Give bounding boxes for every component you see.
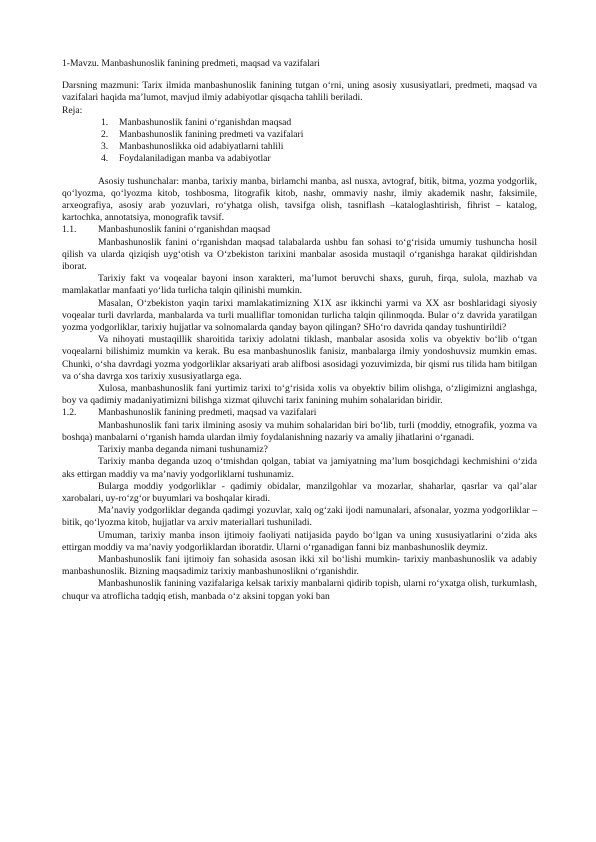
paragraph: Tarixiy manba deganda nimani tushunamiz? [98, 444, 268, 456]
plan-item [62, 117, 537, 129]
plan-item-number: 2. [101, 129, 109, 141]
paragraph: Manbashunoslik fani ijtimoiy fan sohasida asosan ikki xil bo‘lishi mumkin- tarixiy manbashunoslik va adabiy manbashunoslik. Bizning maqsadimiz tarixiy manbashunoslikni o‘rganishdir. [62, 553, 537, 578]
plan-item-text: Manbashunoslik fanini o‘rganishdan maqsad [119, 116, 292, 128]
plan-item-text: Manbashunoslikka oid adabiyatlarni tahlili [119, 141, 284, 153]
plan-item-text: Manbashunoslik fanining predmeti va vazifalari [119, 129, 304, 141]
paragraph: Va nihoyati mustaqillik sharoitida tarixiy adolatni tiklash, manbalar asosida xolis va obyektiv bo‘lib o‘tgan voqealarni bilishimiz mumkin va kerak. Bu esa manbashunoslik fanisiz, manbalarga ilmiy yondoshuvsiz mumkin emas. Chunki, o‘sha davrdagi yozma yodgorliklar aksariyati arab alifbosi asosidagi yozuvimizda, bir qismi rus tilida ham bitilgan va o‘sha davrga xos tarixiy xususiyatlarga ega. [62, 334, 537, 382]
plan-label: Reja: [62, 104, 83, 116]
paragraph: Masalan, O‘zbekiston yaqin tarixi mamlakatimizning X1X asr ikkinchi yarmi va XX asr boshlaridagi siyosiy voqealar turli davrlarda, manbalarda va turli mualliflar tomonidan turlicha talqin qilinmoqda. Bular o‘z davrida yaratilgan yozma yodgorliklar, tarixiy hujjatlar va solnomalarda qanday bayon qilingan? SHo‘ro davrida qanday tushuntirildi? [62, 297, 537, 334]
paragraph: Manbashunoslik fanining vazifalariga kelsak tarixiy manbalarni qidirib topish, ularni ro‘yxatga olish, turkumlash, chuqur va atroflicha tadqiq etish, manbada o‘z aksini topgan yoki ban [62, 578, 537, 602]
section-number: 1.1. [62, 224, 77, 236]
paragraph: Tarixiy manba deganda uzoq o‘tmishdan qolgan, tabiat va jamiyatning ma’lum bosqichdagi kechmishini o‘zida aks ettirgan maddiy va ma’naviy yodgorliklarni tushunamiz. [62, 456, 537, 480]
paragraph: Ma’naviy yodgorliklar deganda qadimgi yozuvlar, xalq og‘zaki ijodi namunalari, afsonalar, yozma yodgorliklar – bitik, qo‘lyozma kitob, hujjatlar va arxiv materiallari tushuniladi. [62, 505, 537, 529]
paragraph: Xulosa, manbashunoslik fani yurtimiz tarixi to‘g‘risida xolis va obyektiv bilim olishga, o‘zligimizni anglashga, boy va qadimiy madaniyatimizni bilishga xizmat qiluvchi tarix fanining muhim sohalaridan biridir. [62, 383, 537, 407]
lesson-summary: Darsning mazmuni: Tarix ilmida manbashunoslik fanining tutgan o‘rni, uning asosiy xususiyatlari, predmeti, maqsad va vazifalari haqida ma’lumot, mavjud ilmiy adabiyotlar qisqacha tahlili beriladi. [62, 80, 537, 104]
section-heading [62, 407, 537, 419]
section-number: 1.2. [62, 407, 77, 419]
paragraph: Bularga moddiy yodgorliklar - qadimiy obidalar, manzilgohlar va mozarlar, shaharlar, qasrlar va qal’alar xarobalari, uy-ro‘zg‘or buyumlari va boshqalar kiradi. [62, 480, 537, 504]
document-title: 1-Mavzu. Manbashunoslik fanining predmeti, maqsad va vazifalari [62, 58, 320, 69]
plan-item-number: 3. [101, 141, 109, 153]
paragraph: Manbashunoslik fani tarix ilmining asosiy va muhim sohalaridan biri bo‘lib, turli (moddiy, etnografik, yozma va boshqa) manbalarni o‘rganish hamda ulardan ilmiy foydalanishning nazariy va amaliy jihatlarini o‘rganadi. [62, 419, 537, 443]
plan-list [62, 117, 537, 166]
plan-item-number: 1. [101, 116, 109, 128]
plan-item [62, 129, 537, 141]
section-title: Manbashunoslik fanini o‘rganishdan maqsad [98, 224, 271, 236]
paragraph: Umuman, tarixiy manba inson ijtimoiy faoliyati natijasida paydo bo‘lgan va uning xususiyatlarini o‘zida aks ettirgan moddiy va ma’naviy yodgorliklardan iboratdir. Ularni o‘rganadigan fanni biz manbashunoslik deymiz. [62, 529, 537, 553]
section-title: Manbashunoslik fanining predmeti, maqsad va vazifalari [98, 407, 317, 419]
plan-item-number: 4. [101, 153, 109, 165]
plan-item-text: Foydalaniladigan manba va adabiyotlar [119, 153, 271, 165]
document-page [62, 58, 537, 603]
paragraph: Tarixiy fakt va voqealar bayoni inson xarakteri, ma’lumot beruvchi shaxs, guruh, firqa, sulola, mazhab va mamlakatlar manfaati yo‘lida turlicha talqin qilinishi mumkin. [62, 273, 537, 297]
plan-item [62, 153, 537, 165]
paragraph: Manbashunoslik fanini o‘rganishdan maqsad talabalarda ushbu fan sohasi to‘g‘risida umumiy tushuncha hosil qilish va ularda qiziqish uyg‘otish va O‘zbekiston tarixini manbalar asosida mustaqil o‘rganishga harakat qildirishdan iborat. [62, 236, 537, 273]
key-concepts: Asosiy tushunchalar: manba, tarixiy manba, birlamchi manba, asl nusxa, avtograf, bitik, bitma, yozma yodgorlik, qo‘lyozma, qo‘lyozma kitob, toshbosma, litografik kitob, nashr, ommaviy nashr, ilmiy akademik nashr, faksimile, arxeografiya, asosiy arab yozuvlari, ro‘yhatga olish, tavsifga olish, tasniflash –kataloglashtirish, fihrist – katalog, kartochka, annotatsiya, monografik tavsif. [62, 175, 537, 224]
plan-item [62, 141, 537, 153]
section-heading [62, 224, 537, 236]
